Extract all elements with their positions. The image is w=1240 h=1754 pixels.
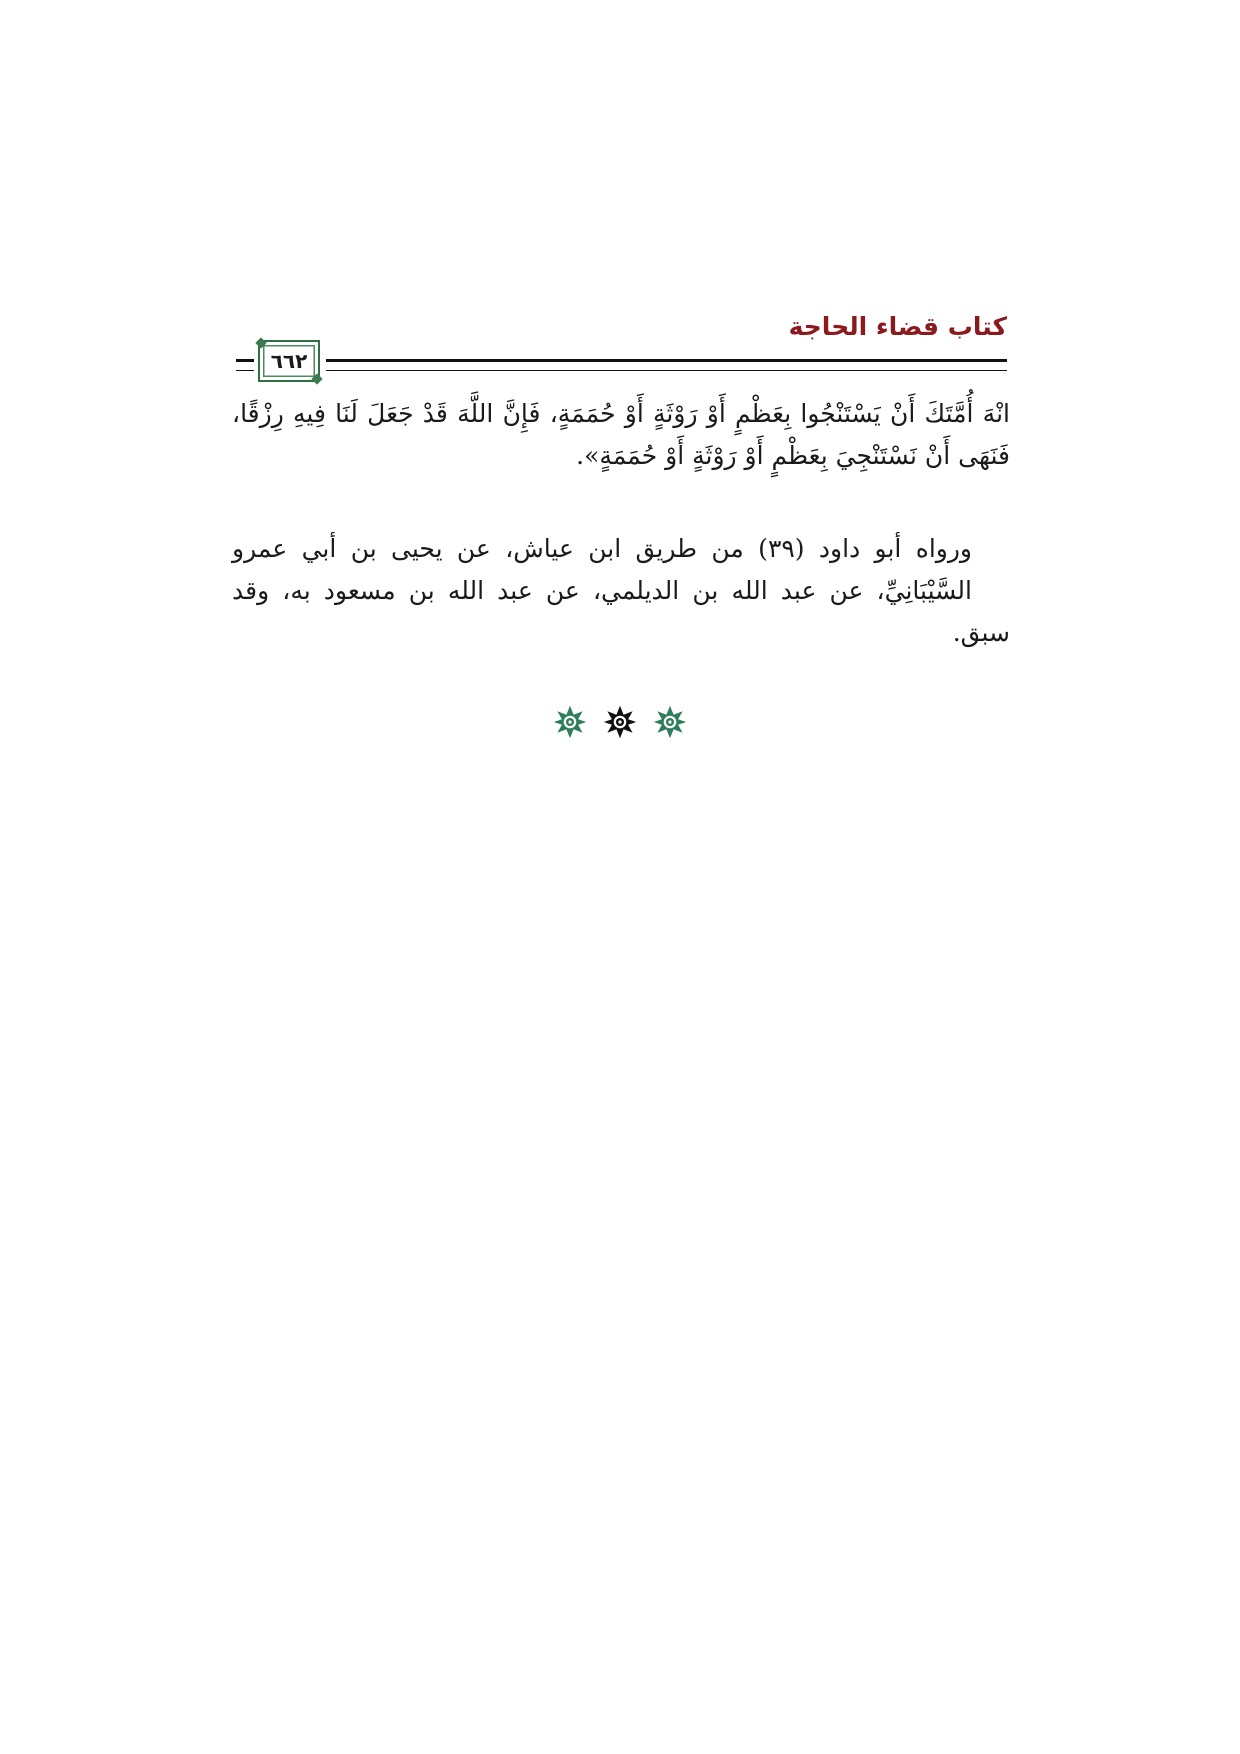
page-number: ٦٦٢: [270, 349, 308, 373]
hadith-line: فَنَهَى أَنْ نَسْتَنْجِيَ بِعَظْمٍ أَوْ رَوْثَةٍ أَوْ حُمَمَةٍ».: [576, 441, 1010, 470]
page-number-badge: [258, 340, 320, 382]
flower-ornament-icon: [652, 704, 688, 740]
hadith-text: [232, 393, 1010, 477]
narration-paragraph: [232, 528, 1010, 654]
chapter-title: كتاب قضاء الحاجة: [788, 312, 1007, 341]
header-rule: [326, 359, 1007, 371]
page-header: [236, 312, 1007, 382]
narration-line: السَّيْبَانِيِّ، عن عبد الله بن الديلمي، عن عبد الله بن مسعود به، وقد سبق.: [232, 576, 1010, 647]
flower-ornament-icon: [602, 704, 638, 740]
section-end-ornament: [0, 704, 1240, 744]
hadith-line: انْهَ أُمَّتَكَ أَنْ يَسْتَنْجُوا بِعَظْمٍ أَوْ رَوْثَةٍ أَوْ حُمَمَةٍ، فَإِنَّ اللَّهَ قَدْ جَعَلَ لَنَا فِيهِ رِزْقًا،: [232, 399, 1010, 428]
flower-ornament-icon: [552, 704, 588, 740]
narration-line: ورواه أبو داود (٣٩) من طريق ابن عياش، عن يحيى بن أبي عمرو: [232, 534, 973, 563]
header-rule-left: [236, 359, 254, 371]
